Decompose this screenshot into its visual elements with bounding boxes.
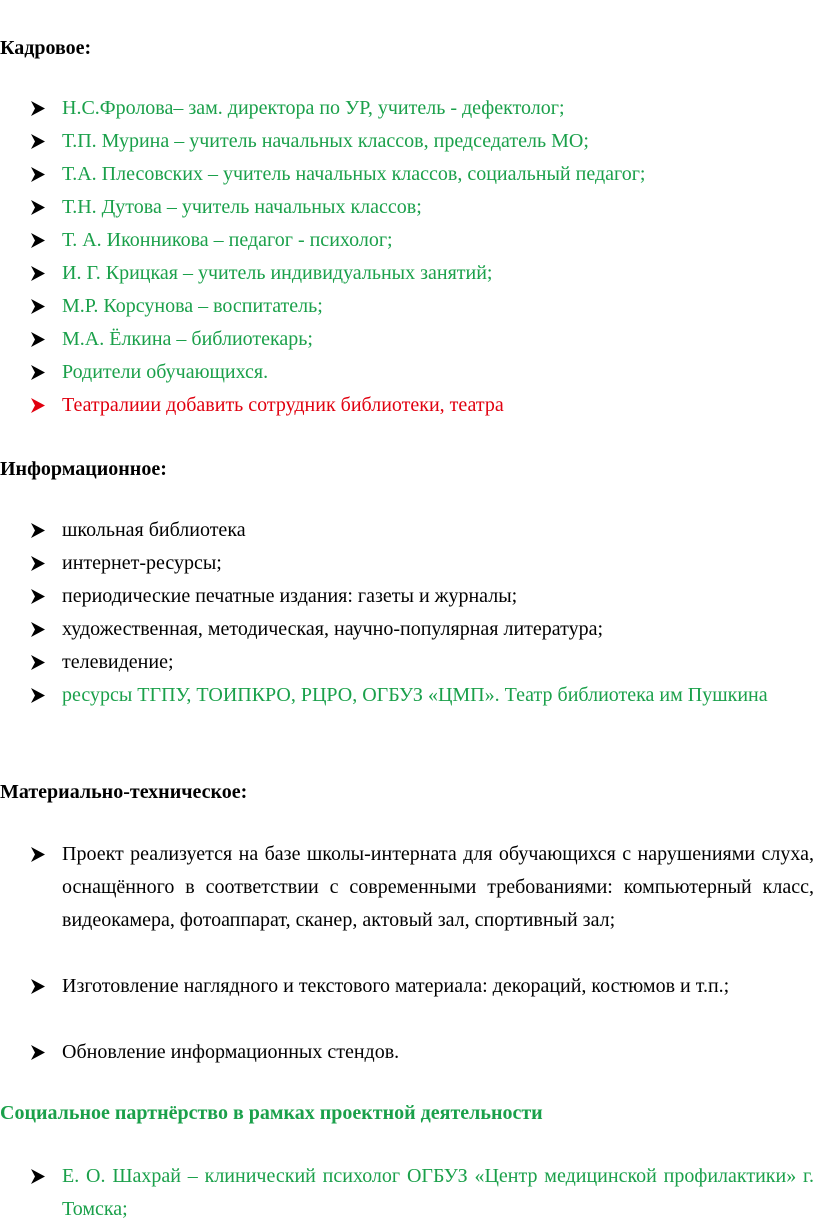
list-item: [30, 224, 814, 257]
arrowhead-bullet-icon: [30, 133, 46, 150]
list-item-text: Т. А. Иконникова – педагог - психолог;: [62, 229, 393, 251]
list-item: [30, 646, 814, 679]
arrowhead-bullet-icon: [30, 1168, 46, 1185]
list-item-text: Т.П. Мурина – учитель начальных классов, председатель МО;: [62, 130, 589, 152]
list-item-text: ресурсы ТГПУ, ТОИПКРО, РЦРО, ОГБУЗ «ЦМП». Театр библиотека им Пушкина: [62, 684, 768, 706]
section-title-staff: Кадровое:: [0, 37, 92, 59]
list-item-text: М.Р. Корсунова – воспитатель;: [62, 295, 323, 317]
list-item-text: Н.С.Фролова– зам. директора по УР, учитель - дефектолог;: [62, 97, 565, 119]
arrowhead-bullet-icon: [30, 522, 46, 539]
list-item-text: интернет-ресурсы;: [62, 552, 222, 574]
list-item-text: телевидение;: [62, 651, 174, 673]
arrowhead-bullet-icon: [30, 265, 46, 282]
list-item: [30, 514, 814, 547]
list-item-text: художественная, методическая, научно-популярная литература;: [62, 618, 604, 640]
section-title-info: Информационное:: [0, 458, 167, 480]
list-item: [30, 970, 814, 1003]
list-item-text: Т.А. Плесовских – учитель начальных классов, социальный педагог;: [62, 163, 646, 185]
arrowhead-bullet-icon: [30, 1044, 46, 1061]
arrowhead-bullet-icon: [30, 364, 46, 381]
list-item-text: периодические печатные издания: газеты и журналы;: [62, 585, 518, 607]
list-item-text: Родители обучающихся.: [62, 361, 269, 383]
arrowhead-bullet-icon: [30, 555, 46, 572]
arrowhead-bullet-icon: [30, 846, 46, 863]
list-item-text: М.А. Ёлкина – библиотекарь;: [62, 328, 313, 350]
list-item: [30, 92, 814, 125]
list-item-text: И. Г. Крицкая – учитель индивидуальных занятий;: [62, 262, 493, 284]
list-item: [30, 613, 814, 646]
list-item: [30, 125, 814, 158]
arrowhead-bullet-icon: [30, 166, 46, 183]
arrowhead-bullet-icon: [30, 298, 46, 315]
arrowhead-bullet-icon: [30, 621, 46, 638]
list-item-text: Проект реализуется на базе школы-интерната для обучающихся с нарушениями слуха, оснащённого в соответствии с современными требованиями: компьютерный класс, видеокамера, фотоаппарат, сканер, актовый зал, спортивный зал;: [62, 843, 814, 931]
arrowhead-bullet-icon: [30, 654, 46, 671]
list-item-text: Т.Н. Дутова – учитель начальных классов;: [62, 196, 422, 218]
arrowhead-bullet-icon: [30, 232, 46, 249]
list-item: [30, 580, 814, 613]
list-item: [30, 1036, 814, 1069]
list-item-text: Обновление информационных стендов.: [62, 1041, 400, 1063]
list-item: [30, 323, 814, 356]
list-item: [30, 191, 814, 224]
arrowhead-bullet-icon: [30, 978, 46, 995]
arrowhead-bullet-icon: [30, 199, 46, 216]
arrowhead-bullet-icon: [30, 100, 46, 117]
arrowhead-bullet-icon: [30, 397, 46, 414]
list-item-text: Изготовление наглядного и текстового материала: декораций, костюмов и т.п.;: [62, 975, 730, 997]
list-item: [30, 356, 814, 389]
section-title-material: Материально-техническое:: [0, 781, 248, 803]
arrowhead-bullet-icon: [30, 687, 46, 704]
list-item: [30, 547, 814, 580]
list-item: [30, 290, 814, 323]
list-item-text: школьная библиотека: [62, 519, 246, 541]
arrowhead-bullet-icon: [30, 331, 46, 348]
arrowhead-bullet-icon: [30, 588, 46, 605]
list-item: [30, 1160, 814, 1226]
list-item-text: Театралиии добавить сотрудник библиотеки, театра: [62, 394, 504, 416]
list-item: [30, 389, 814, 422]
list-item: [30, 158, 814, 191]
list-item: [30, 838, 814, 937]
section-title-partnership: Социальное партнёрство в рамках проектной деятельности: [0, 1102, 543, 1124]
list-item: [30, 257, 814, 290]
list-item-text: Е. О. Шахрай – клинический психолог ОГБУЗ «Центр медицинской профилактики» г. Томска;: [62, 1165, 814, 1220]
list-item: [30, 679, 814, 712]
